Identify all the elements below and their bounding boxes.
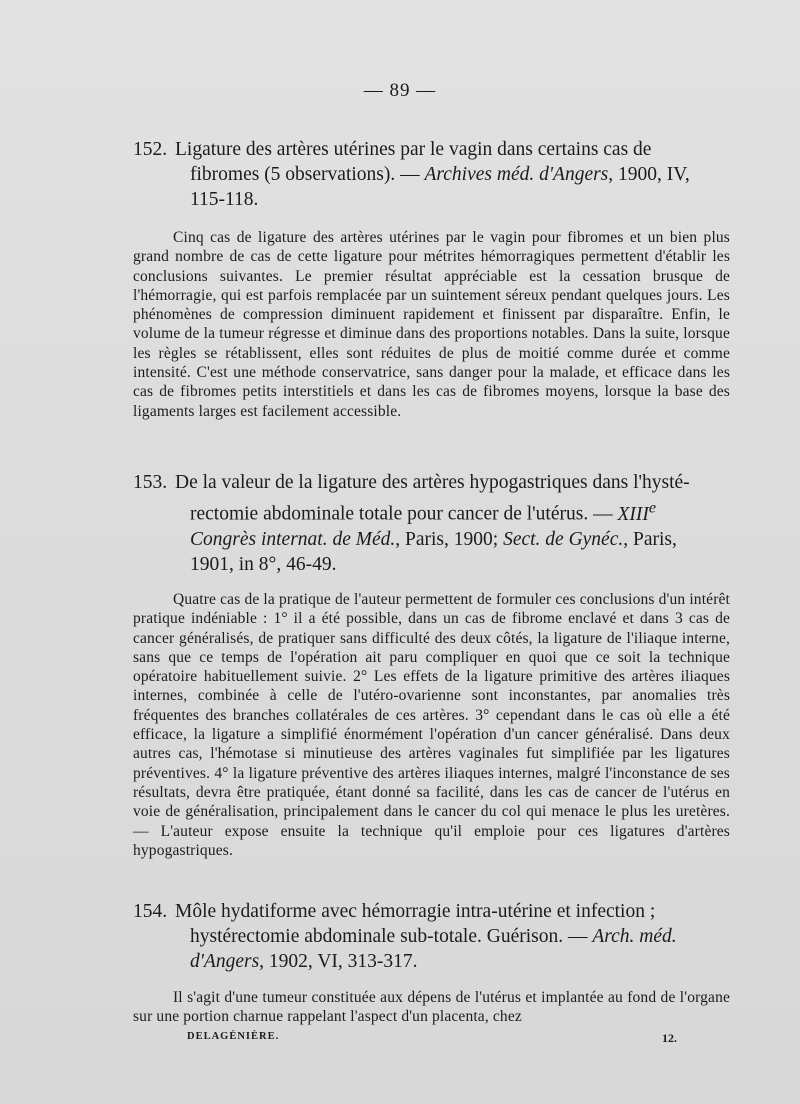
entry-153-abstract (133, 590, 730, 860)
title-line: De la valeur de la ligature des artères hypogastriques dans l'hysté- (175, 472, 690, 493)
title-line: rectomie abdominale totale pour cancer de l'utérus. — XIIIe (190, 498, 657, 525)
title-line: Môle hydatiforme avec hémorragie intra-utérine et infection ; (175, 901, 656, 922)
title-line: Congrès internat. de Méd., Paris, 1900; Sect. de Gynéc., Paris, (190, 528, 677, 550)
title-line: d'Angers, 1902, VI, 313-317. (190, 951, 418, 972)
footer-signature-number: 12. (662, 1031, 677, 1045)
title-line: hystérectomie abdominale sub-totale. Guérison. — Arch. méd. (190, 926, 677, 947)
entry-154-abstract (133, 988, 730, 1027)
entry-153-title (133, 470, 733, 577)
title-line: Ligature des artères utérines par le vagin dans certains cas de (175, 139, 652, 160)
entry-number: 153. (133, 472, 168, 493)
page-number: — 89 — (363, 80, 437, 101)
title-line: 115-118. (190, 189, 259, 210)
abstract-text: Quatre cas de la pratique de l'auteur permettent de formuler ces conclusions d'un intérêt pratique indéniable : 1° il a été possible, dans un cas de fibrome enclavé et dans 3 cas de cancer généralisés, de pratiquer sans difficulté des deux côtés, la ligature de l'iliaque interne, sans que ce temps de l'opération ait paru compliquer en quoi que ce soit la technique opératoire habituellement suivie. 2° Les effets de la ligature primitive des artères iliaques internes, combinée à celle de l'utéro-ovarienne sont inconstantes, par anomalies très fréquentes des branches collatérales de ces artères. 3° cependant dans le cas où elle a été efficace, la ligature a simplifié énormément l'opération d'un cancer généralisé. Dans deux autres cas, l'hémotase si minutieuse des artères vaginales fut simplifiée par les ligatures préventives. 4° la ligature préventive des artères iliaques internes, malgré l'inconstance de ses résultats, devra être pratiquée, étant donné sa facilité, dans les cas de cancer de l'utérus en voie de généralisation, principalement dans le cancer du col qui menace le plus les uretères. — L'auteur expose ensuite la technique qu'il emploie pour ces ligatures d'artères hypogastriques. (133, 591, 730, 859)
entry-152-abstract (133, 228, 730, 421)
abstract-text: Cinq cas de ligature des artères utérines par le vagin pour fibromes et un bien plus grand nombre de cas de cette ligature pour métrites hémorragiques permettent d'établir les conclusions suivantes. Le premier résultat appréciable est la cessation brusque de l'hémorragie, qui est parfois remplacée par un suintement séreux pendant quelques jours. Les phénomènes de compression diminuent rapidement et finissent par disparaître. Enfin, le volume de la tumeur régresse et diminue dans des proportions notables. Dans la suite, lorsque les règles se rétablissent, elles sont réduites de plus de moitié comme durée et comme intensité. C'est une méthode conservatrice, sans danger pour la malade, et efficace dans les cas de fibromes petits interstitiels et dans les cas de fibromes moyens, lorsque la base des ligaments larges est facilement accessible. (133, 229, 730, 420)
abstract-text: Il s'agit d'une tumeur constituée aux dépens de l'utérus et implantée au fond de l'organe sur une portion charnue rappelant l'aspect d'un placenta, chez (133, 989, 730, 1026)
title-line: 1901, in 8°, 46-49. (190, 553, 337, 575)
entry-154-title (133, 899, 733, 974)
entry-number: 154. (133, 901, 168, 922)
title-line: fibromes (5 observations). — Archives méd. d'Angers, 1900, IV, (190, 164, 690, 185)
entry-number: 152. (133, 139, 168, 160)
footer-author-signature: DELAGÉNIÈRE. (187, 1031, 280, 1042)
entry-152-title (133, 137, 733, 212)
